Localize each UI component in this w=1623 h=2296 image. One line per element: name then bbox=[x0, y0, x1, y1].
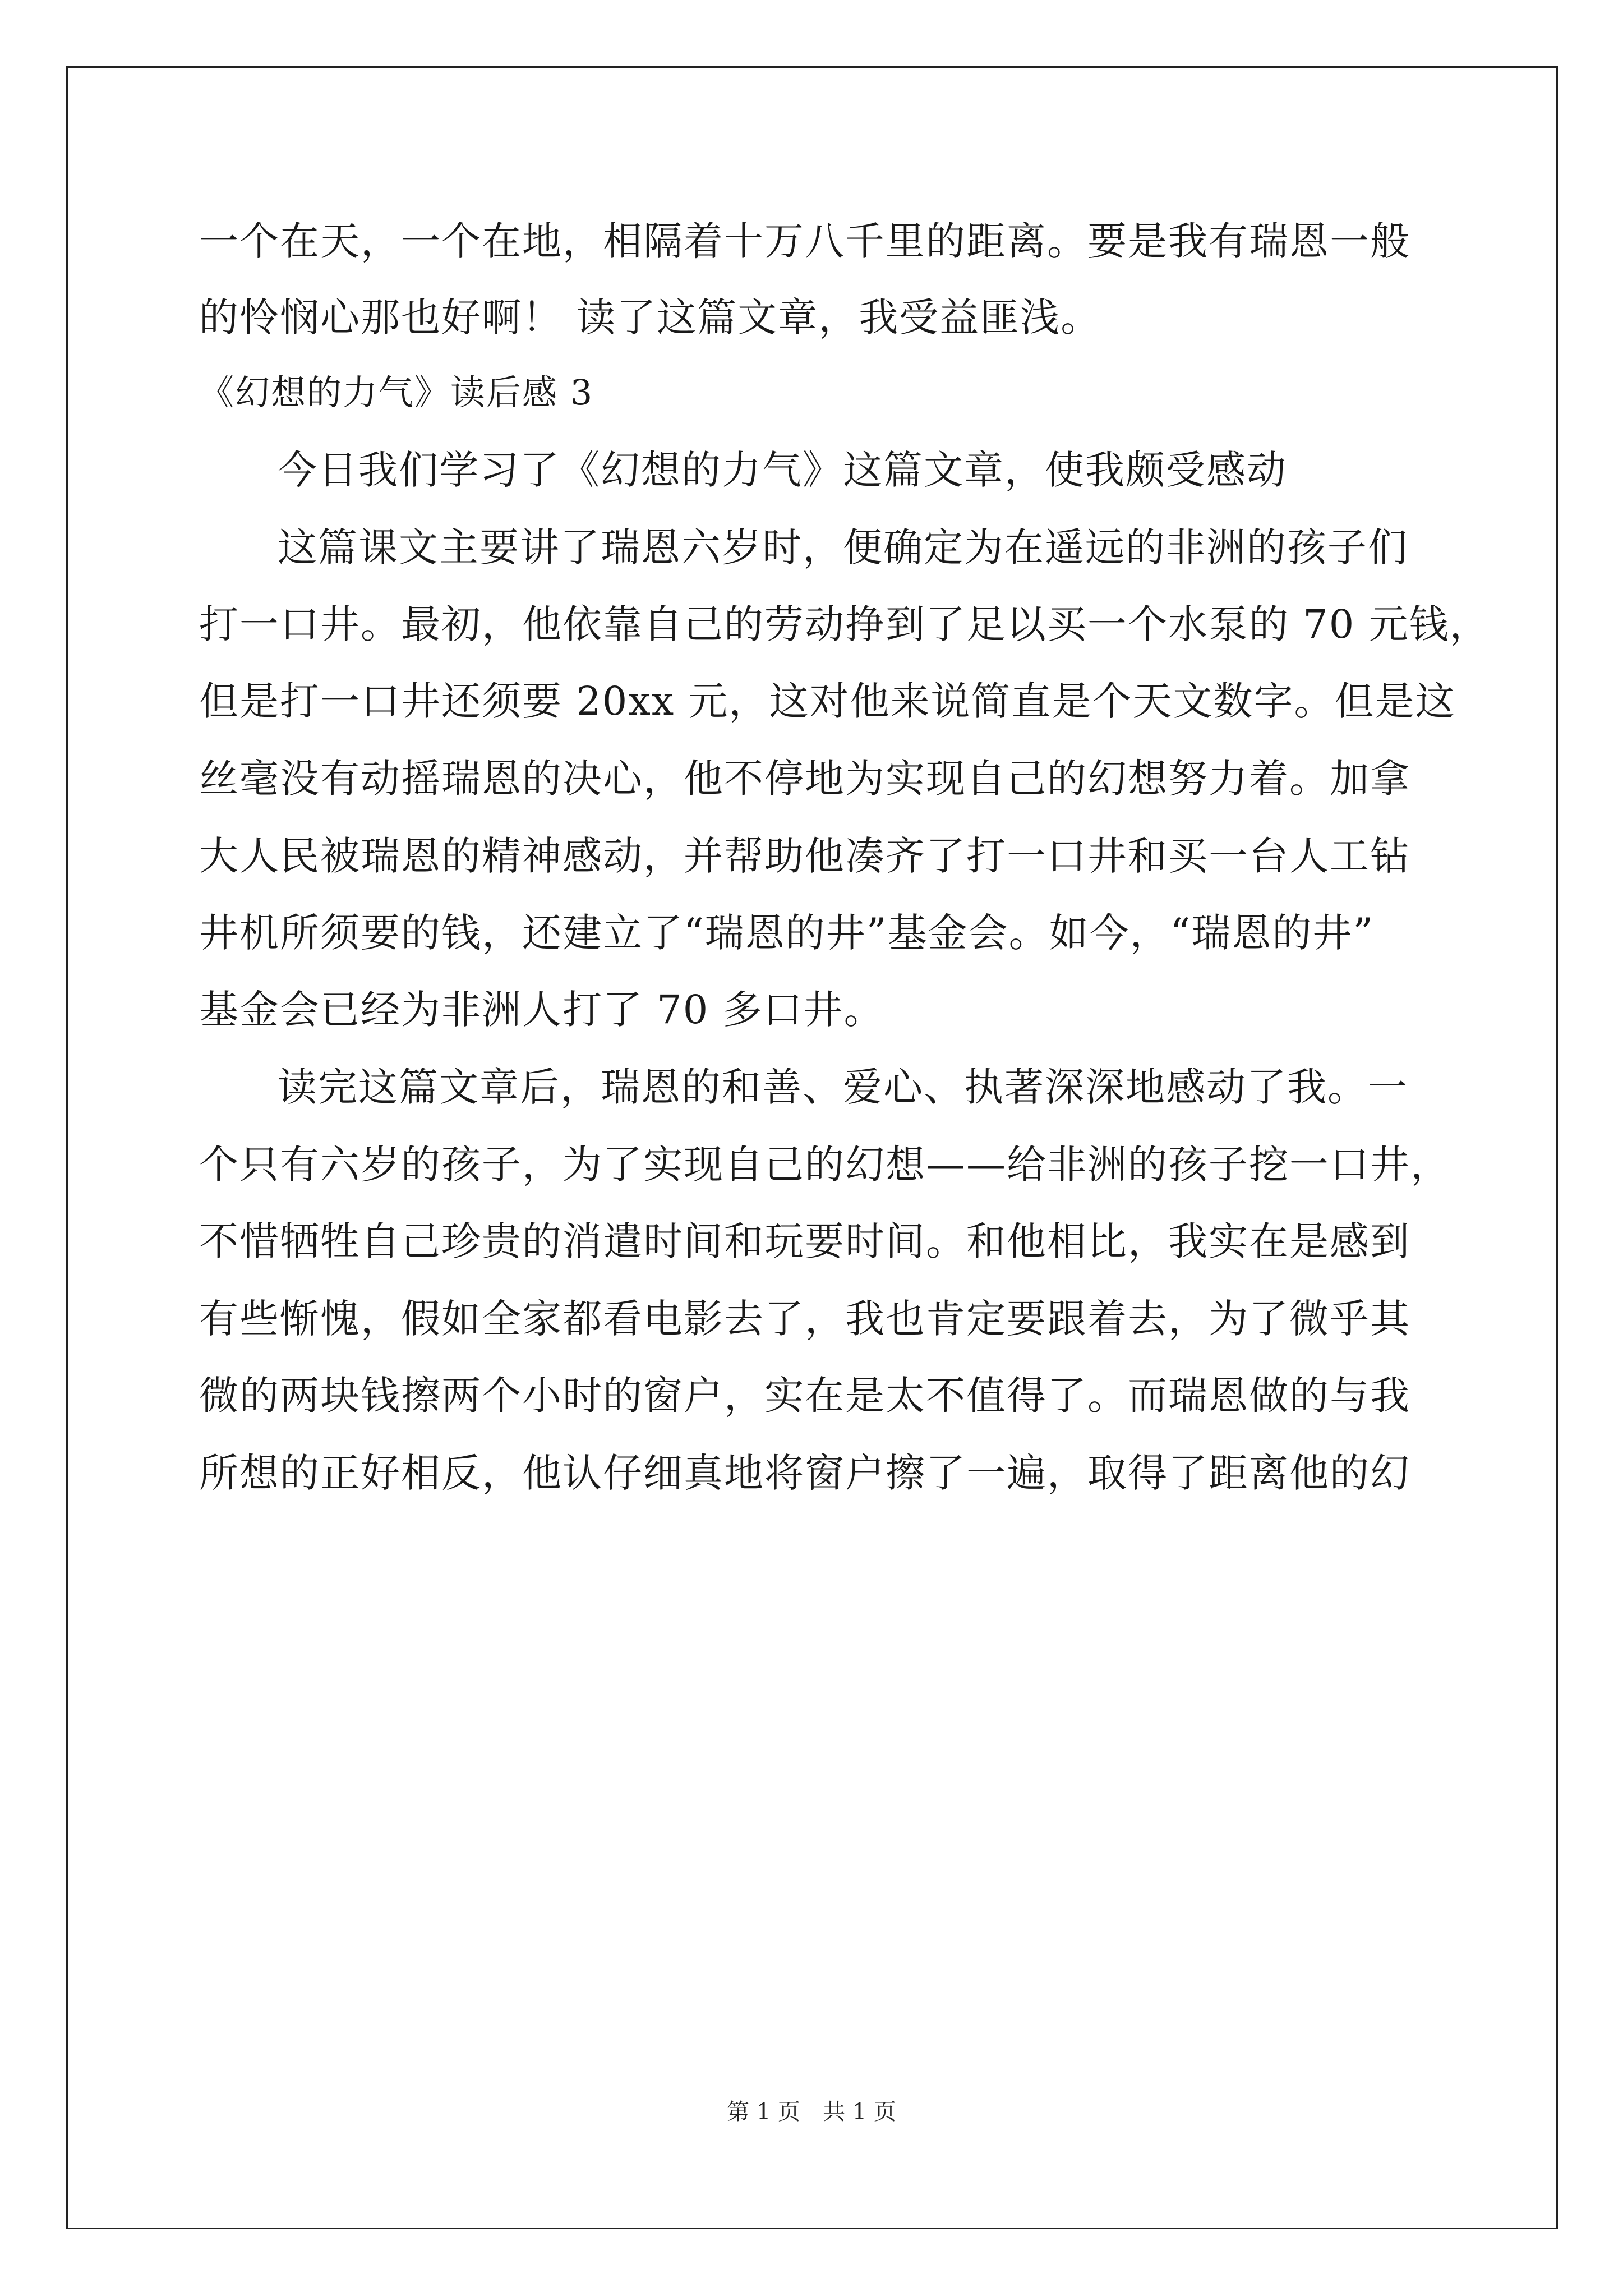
paragraph-2-line-5: 大人民被瑞恩的精神感动，并帮助他凑齐了打一口井和买一台人工钻 bbox=[199, 833, 1410, 879]
paragraph-3-line-6: 所想的正好相反，他认仔细真地将窗户擦了一遍，取得了距离他的幻 bbox=[199, 1450, 1410, 1496]
paragraph-2-line-3: 但是打一口井还须要 20xx 元，这对他来说简直是个天文数字。但是这 bbox=[199, 678, 1456, 724]
paragraph-3-line-3: 不惜牺牲自己珍贵的消遣时间和玩要时间。和他相比，我实在是感到 bbox=[199, 1218, 1410, 1264]
page-number-footer: 第 1 页 共 1 页 bbox=[727, 2099, 896, 2125]
paragraph-2-line-2: 打一口井。最初，他依靠自己的劳动挣到了足以买一个水泵的 70 元钱， bbox=[199, 601, 1490, 647]
paragraph-2-line-7: 基金会已经为非洲人打了 70 多口井。 bbox=[199, 987, 884, 1033]
paragraph-3-line-1: 读完这篇文章后，瑞恩的和善、爱心、执著深深地感动了我。一 bbox=[278, 1064, 1408, 1110]
paragraph-1-line-1: 今日我们学习了《幻想的力气》这篇文章，使我颇受感动 bbox=[278, 447, 1287, 493]
paragraph-2-line-4: 丝毫没有动摇瑞恩的决心，他不停地为实现自己的幻想努力着。加拿 bbox=[199, 756, 1410, 802]
body-line-2: 的怜悯心那也好啊！ 读了这篇文章，我受益匪浅。 bbox=[199, 295, 1101, 341]
section-heading: 《幻想的力气》读后感 3 bbox=[199, 372, 594, 413]
body-line-1: 一个在天，一个在地，相隔着十万八千里的距离。要是我有瑞恩一般 bbox=[199, 218, 1410, 264]
paragraph-3-line-4: 有些惭愧，假如全家都看电影去了，我也肯定要跟着去，为了微乎其 bbox=[199, 1296, 1410, 1342]
paragraph-3-line-5: 微的两块钱擦两个小时的窗户，实在是太不值得了。而瑞恩做的与我 bbox=[199, 1373, 1410, 1419]
paragraph-2-line-6: 井机所须要的钱，还建立了“瑞恩的井”基金会。如今，“瑞恩的井” bbox=[199, 910, 1375, 956]
paragraph-2-line-1: 这篇课文主要讲了瑞恩六岁时，便确定为在遥远的非洲的孩子们 bbox=[278, 524, 1408, 570]
paragraph-3-line-2: 个只有六岁的孩子，为了实现自己的幻想——给非洲的孩子挖一口井， bbox=[199, 1142, 1451, 1188]
